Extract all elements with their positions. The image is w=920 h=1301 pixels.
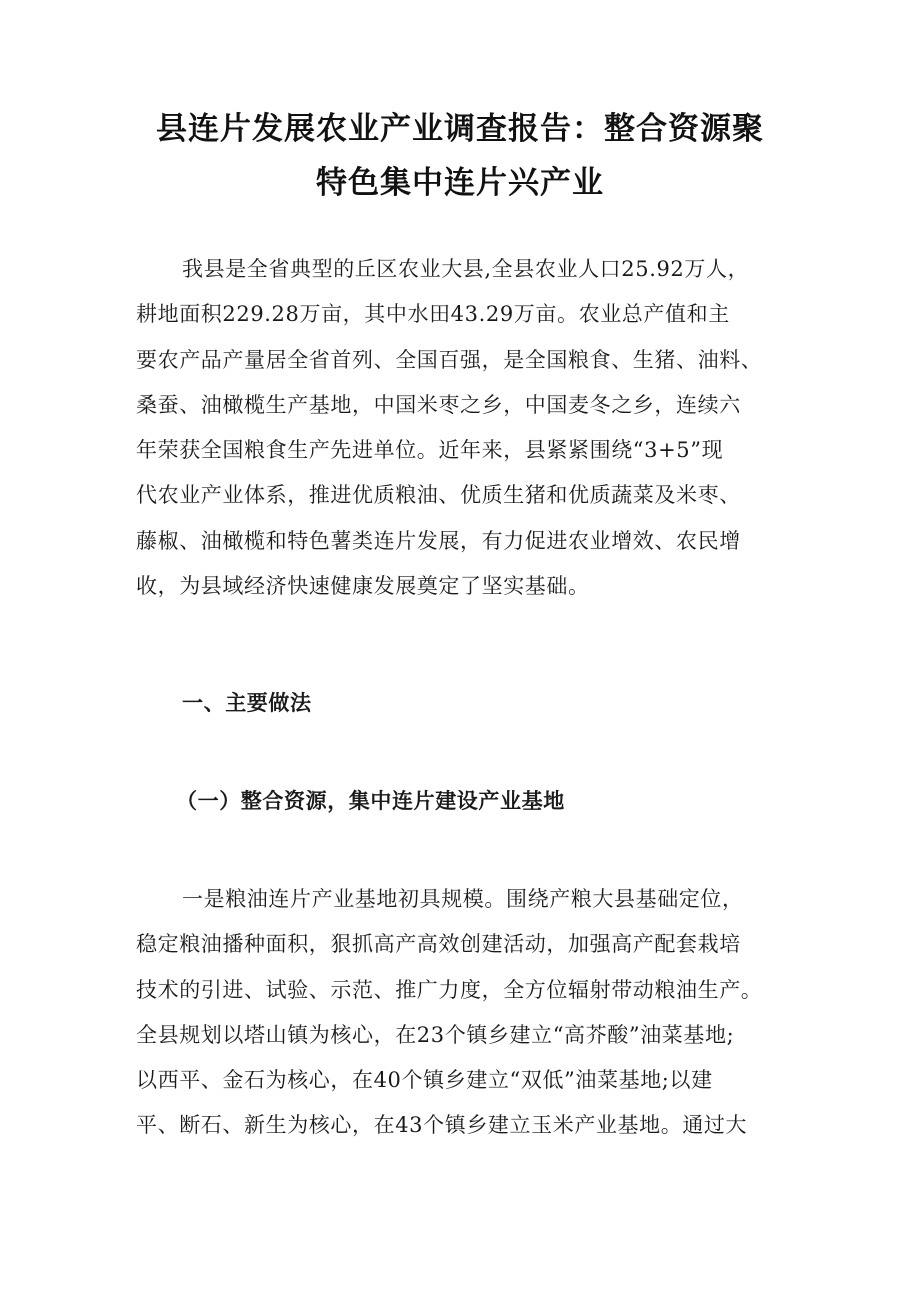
intro-line: 藤椒、油橄榄和特色薯类连片发展，有力促进农业增效、农民增 bbox=[136, 528, 741, 553]
section-heading: 一、主要做法 bbox=[182, 690, 312, 715]
body-line: 一是粮油连片产业基地初具规模。围绕产粮大县基础定位， bbox=[182, 887, 744, 911]
body-line: 以西平、金石为核心，在40个镇乡建立“双低”油菜基地;以建 bbox=[136, 1068, 713, 1093]
body-paragraph bbox=[136, 877, 796, 1149]
intro-line: 要农产品产量居全省首列、全国百强，是全国粮食、生猪、油料、 bbox=[136, 347, 763, 372]
intro-line: 代农业产业体系，推进优质粮油、优质生猪和优质蔬菜及米枣、 bbox=[136, 483, 741, 508]
intro-line: 收，为县域经济快速健康发展奠定了坚实基础。 bbox=[136, 574, 590, 599]
body-line: 技术的引进、试验、示范、推广力度，全方位辐射带动粮油生产。 bbox=[136, 977, 763, 1002]
body-line: 稳定粮油播种面积，狠抓高产高效创建活动，加强高产配套栽培 bbox=[136, 932, 741, 957]
body-line: 全县规划以塔山镇为核心，在23个镇乡建立“高芥酸”油菜基地; bbox=[136, 1022, 735, 1047]
intro-paragraph bbox=[136, 247, 796, 609]
body-line: 平、断石、新生为核心，在43个镇乡建立玉米产业基地。通过大 bbox=[136, 1113, 748, 1138]
document-title-line-1: 县连片发展农业产业调查报告：整合资源聚 bbox=[156, 111, 764, 147]
intro-line: 桑蚕、油橄榄生产基地，中国米枣之乡，中国麦冬之乡，连续六 bbox=[136, 392, 741, 417]
document-title-line-2: 特色集中连片兴产业 bbox=[316, 165, 604, 201]
intro-line: 耕地面积229.28万亩，其中水田43.29万亩。农业总产值和主 bbox=[136, 302, 730, 327]
intro-line: 我县是全省典型的丘区农业大县,全县农业人口25.92万人， bbox=[182, 257, 750, 281]
intro-line: 年荣获全国粮食生产先进单位。近年来，县紧紧围绕“3+5”现 bbox=[136, 438, 724, 463]
subsection-heading: （一）整合资源，集中连片建设产业基地 bbox=[176, 788, 565, 813]
